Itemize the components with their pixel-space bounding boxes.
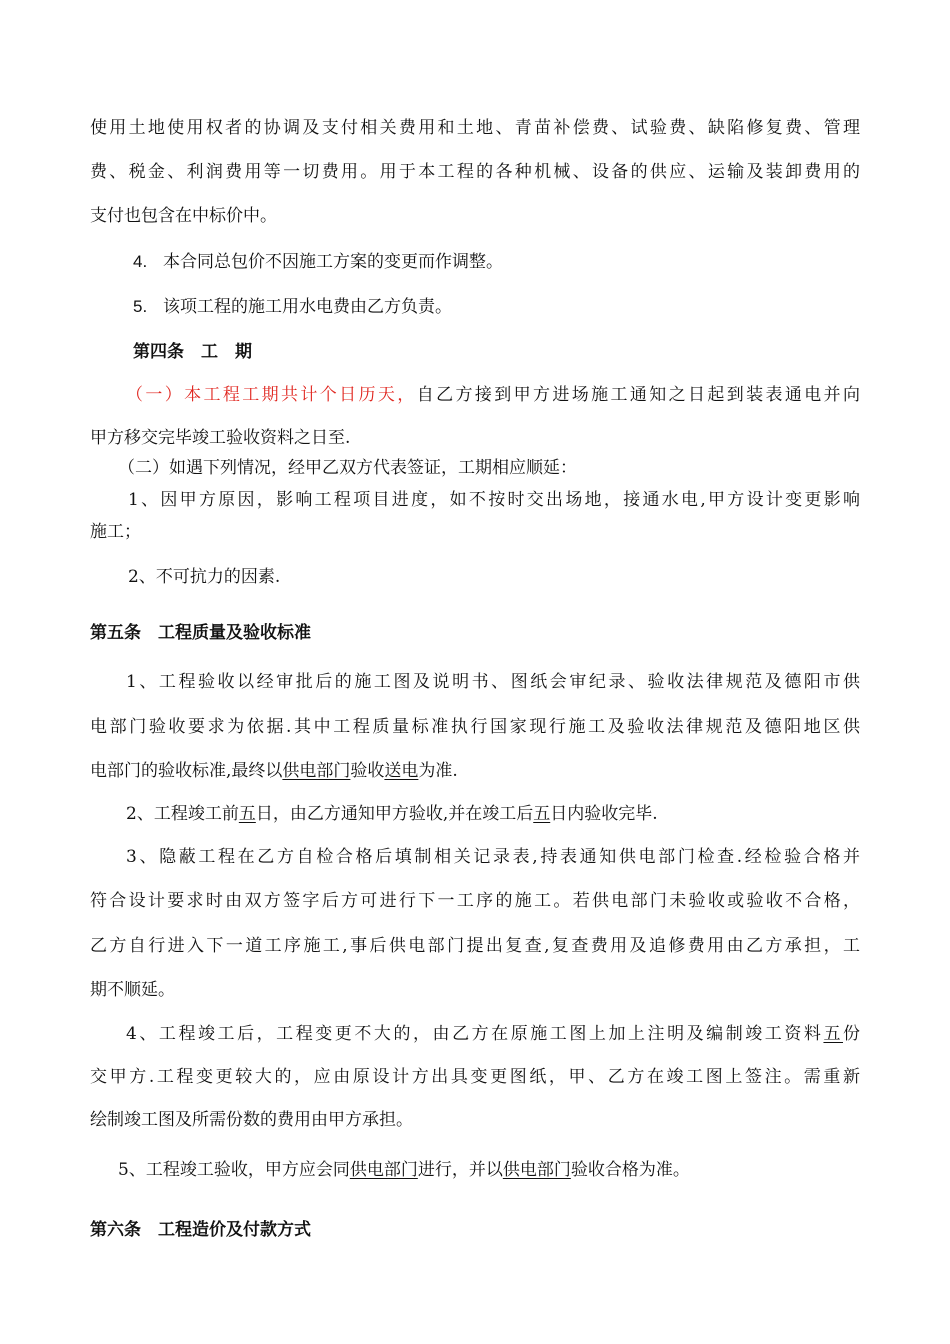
paragraph-line: [126, 803, 896, 825]
list-text: 本合同总包价不因施工方案的变更而作调整。: [163, 252, 503, 272]
paragraph-line: 乙方自行进入下一道工序施工,事后供电部门提出复查,复查费用及追修费用由乙方承担，工: [90, 936, 860, 956]
paragraph-line: [90, 760, 860, 782]
paragraph-line: 1、工程验收以经审批后的施工图及说明书、图纸会审纪录、验收法律规范及德阳市供: [126, 672, 860, 692]
paragraph-text: 份: [843, 1024, 860, 1044]
underlined-text: 供电部门: [502, 1160, 571, 1180]
list-item: 施工；: [90, 522, 141, 542]
paragraph-text: 为准.: [418, 761, 458, 781]
paragraph-line: [118, 1159, 888, 1181]
paragraph-text: 进行，并以: [417, 1160, 503, 1180]
paragraph-line: 符合设计要求时由双方签字后方可进行下一工序的施工。若供电部门未验收或验收不合格，: [90, 891, 860, 911]
paragraph-text: 2、工程竣工前: [126, 804, 239, 824]
paragraph-text: 日，由乙方通知甲方验收,并在竣工后: [255, 804, 534, 824]
paragraph-line: 使用土地使用权者的协调及支付相关费用和土地、青苗补偿费、试验费、缺陷修复费、管理: [90, 118, 860, 138]
paragraph-text: 自乙方接到甲方进场施工通知之日起到装表通电并向: [416, 385, 861, 405]
underlined-text: 送电: [384, 761, 419, 781]
paragraph-line: 费、税金、利润费用等一切费用。用于本工程的各种机械、设备的供应、运输及装卸费用的: [90, 162, 860, 182]
underlined-text: 供电部门: [282, 761, 351, 781]
paragraph-line: 交甲方.工程变更较大的，应由原设计方出具变更图纸，甲、乙方在竣工图上签注。需重新: [90, 1067, 860, 1087]
paragraph-text: 4、工程竣工后，工程变更不大的，由乙方在原施工图上加上注明及编制竣工资料: [126, 1024, 824, 1044]
paragraph-line: 电部门验收要求为依据.其中工程质量标准执行国家现行施工及验收法律规范及德阳地区供: [90, 717, 860, 737]
paragraph-text: 电部门的验收标准,最终以: [90, 761, 283, 781]
underlined-text: 五: [238, 804, 256, 824]
paragraph-text: 5、工程竣工验收，甲方应会同: [118, 1160, 350, 1180]
list-number: 4.: [133, 252, 148, 271]
paragraph-line: 3、隐蔽工程在乙方自检合格后填制相关记录表,持表通知供电部门检查.经检验合格并: [126, 847, 860, 867]
list-text: 该项工程的施工用水电费由乙方负责。: [163, 297, 452, 317]
section-heading: 第六条 工程造价及付款方式: [90, 1220, 311, 1240]
section-heading: 第五条 工程质量及验收标准: [90, 623, 311, 643]
paragraph-text: 验收合格为准。: [570, 1160, 690, 1180]
paragraph-line: 绘制竣工图及所需份数的费用由甲方承担。: [90, 1110, 413, 1130]
paragraph-line: [126, 1023, 860, 1045]
paragraph-line: [126, 384, 860, 406]
section-heading: 第四条 工 期: [133, 342, 252, 362]
list-item-4: [133, 251, 903, 273]
paragraph-line: 甲方移交完毕竣工验收资料之日至.: [90, 428, 351, 448]
list-item-5: [133, 296, 903, 318]
underlined-text: 五: [533, 804, 551, 824]
underlined-text: 供电部门: [349, 1160, 418, 1180]
paragraph-line: 支付也包含在中标价中。: [90, 206, 277, 226]
underlined-text: 五: [823, 1024, 843, 1044]
paragraph-line: （二）如遇下列情况，经甲乙双方代表签证，工期相应顺延：: [118, 458, 577, 478]
list-number: 5.: [133, 297, 148, 316]
paragraph-line: 期不顺延。: [90, 980, 175, 1000]
highlight-text: （一）本工程工期共计个日历天，: [126, 385, 417, 405]
list-item: 2、不可抗力的因素.: [128, 567, 281, 587]
paragraph-text: 日内验收完毕.: [550, 804, 658, 824]
list-item: 1、因甲方原因，影响工程项目进度，如不按时交出场地，接通水电,甲方设计变更影响: [128, 490, 860, 510]
paragraph-text: 验收: [350, 761, 385, 781]
